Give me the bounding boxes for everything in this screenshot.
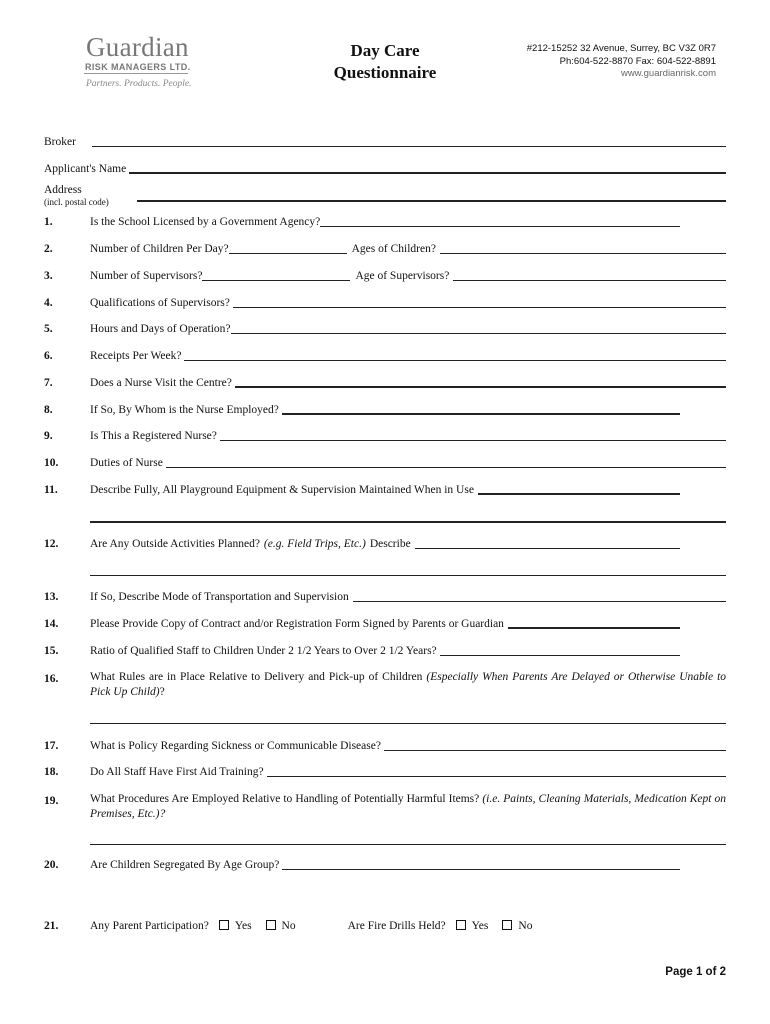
question-10: [44, 458, 726, 470]
answer-field-12[interactable]: [415, 548, 680, 549]
question-7: [44, 378, 726, 390]
page-number: Page 1 of 2: [665, 966, 726, 978]
question-14: [44, 619, 680, 631]
page-title-line1: Day Care: [350, 41, 420, 60]
question-5: [44, 324, 726, 336]
question-text: Describe Fully, All Playground Equipment & Supervision Maintained When in Use: [90, 484, 474, 496]
question-number: 8.: [44, 404, 53, 416]
checkbox-icon[interactable]: [219, 920, 229, 930]
fire-drills-no[interactable]: [502, 920, 532, 933]
question-text: Ratio of Qualified Staff to Children Under 2 1/2 Years to Over 2 1/2 Years?: [90, 645, 437, 657]
question-number: 15.: [44, 645, 59, 657]
question-21: [44, 920, 726, 933]
option-label: Yes: [471, 920, 489, 932]
question-13: [44, 592, 726, 604]
question-18: [44, 767, 726, 779]
answer-field-3a[interactable]: [202, 280, 350, 281]
question-16-number: 16.: [44, 673, 59, 685]
question-4: [44, 298, 726, 310]
answer-field-1[interactable]: [320, 226, 680, 227]
question-8: [44, 405, 680, 417]
question-text-b: Ages of Children?: [351, 243, 436, 255]
question-text: Receipts Per Week?: [90, 350, 182, 362]
question-number: 5.: [44, 323, 53, 335]
parent-participation-no[interactable]: [266, 920, 296, 933]
checkbox-icon[interactable]: [502, 920, 512, 930]
answer-field-8[interactable]: [282, 413, 680, 415]
question-number: 18.: [44, 766, 59, 778]
question-text-italic: (e.g. Field Trips, Etc.): [263, 538, 366, 550]
question-text: Do All Staff Have First Aid Training?: [90, 766, 264, 778]
question-text: Does a Nurse Visit the Centre?: [90, 377, 232, 389]
question-3: [44, 271, 726, 283]
question-16: [90, 670, 726, 700]
question-text: Duties of Nurse: [90, 457, 163, 469]
question-6: [44, 351, 726, 363]
answer-field-13[interactable]: [353, 601, 726, 602]
question-text: What Procedures Are Employed Relative to Handling of Potentially Harmful Items?: [90, 793, 480, 805]
answer-field-17[interactable]: [384, 750, 726, 751]
question-number: 7.: [44, 377, 53, 389]
question-number: 14.: [44, 618, 59, 630]
question-number: 4.: [44, 297, 53, 309]
checkbox-icon[interactable]: [456, 920, 466, 930]
question-text: Qualifications of Supervisors?: [90, 297, 230, 309]
answer-field-6[interactable]: [184, 360, 726, 361]
answer-field-11[interactable]: [478, 493, 680, 495]
option-label: Yes: [234, 920, 252, 932]
question-text: Hours and Days of Operation?: [90, 323, 231, 335]
answer-field-18[interactable]: [267, 776, 726, 777]
question-text-b: Age of Supervisors?: [355, 270, 450, 282]
question-number: 6.: [44, 350, 53, 362]
answer-field-12-extra[interactable]: [90, 575, 726, 576]
answer-field-16[interactable]: [90, 723, 726, 724]
logo-tagline: Partners. Products. People.: [86, 79, 192, 89]
question-text: What is Policy Regarding Sickness or Communicable Disease?: [90, 740, 381, 752]
parent-participation-yes[interactable]: [219, 920, 252, 933]
answer-field-7[interactable]: [235, 386, 726, 388]
applicant-field[interactable]: [129, 172, 726, 174]
question-text: Is the School Licensed by a Government Agency?: [90, 216, 321, 228]
logo-subtitle: RISK MANAGERS LTD.: [85, 62, 191, 72]
question-text: Are Children Segregated By Age Group?: [90, 859, 280, 871]
question-number: 11.: [44, 484, 58, 496]
question-text: Please Provide Copy of Contract and/or Registration Form Signed by Parents or Guardian: [90, 618, 504, 630]
address-label: Address: [44, 184, 82, 196]
question-text: Are Any Outside Activities Planned?: [90, 538, 260, 550]
question-number: 1.: [44, 216, 53, 228]
question-number: 12.: [44, 538, 59, 550]
answer-field-4[interactable]: [233, 307, 726, 308]
question-19-number: 19.: [44, 795, 59, 807]
company-address: #212-15252 32 Avenue, Surrey, BC V3Z 0R7: [526, 43, 716, 54]
question-text-b: Describe: [369, 538, 411, 550]
option-label: No: [518, 920, 533, 932]
question-text: Is This a Registered Nurse?: [90, 430, 217, 442]
applicant-row: [44, 164, 726, 176]
question-20: [44, 860, 680, 872]
answer-field-3b[interactable]: [453, 280, 726, 281]
question-2: [44, 244, 726, 256]
question-17: [44, 741, 726, 753]
company-phone: Ph:604-522-8870 Fax: 604-522-8891: [559, 56, 716, 67]
answer-field-15[interactable]: [440, 655, 680, 656]
question-text: If So, Describe Mode of Transportation and Supervision: [90, 591, 349, 603]
question-text: Any Parent Participation?: [90, 920, 209, 932]
question-11: [44, 485, 680, 497]
answer-field-14[interactable]: [508, 627, 680, 629]
question-number: 10.: [44, 457, 59, 469]
answer-field-20[interactable]: [282, 869, 680, 870]
option-label: No: [281, 920, 296, 932]
question-number: 3.: [44, 270, 53, 282]
answer-field-5[interactable]: [231, 333, 726, 334]
company-website[interactable]: www.guardianrisk.com: [620, 68, 716, 79]
page-title-line2: Questionnaire: [333, 63, 437, 82]
question-12: [44, 539, 680, 551]
address-note: (incl. postal code): [44, 197, 109, 207]
answer-field-10[interactable]: [166, 467, 726, 468]
question-number: 2.: [44, 243, 53, 255]
question-text-end: ?: [159, 686, 165, 698]
question-text: If So, By Whom is the Nurse Employed?: [90, 404, 279, 416]
logo-divider: [84, 73, 188, 74]
fire-drills-yes[interactable]: [456, 920, 489, 933]
question-text: What Rules are in Place Relative to Delivery and Pick-up of Children: [90, 671, 423, 683]
answer-field-11-extra[interactable]: [90, 521, 726, 523]
question-number: 21.: [44, 920, 59, 932]
broker-label: Broker: [44, 136, 76, 148]
question-number: 9.: [44, 430, 53, 442]
question-number: 17.: [44, 740, 59, 752]
broker-row: [44, 137, 726, 149]
question-19: [90, 792, 726, 822]
question-text: Number of Supervisors?: [90, 270, 203, 282]
question-text-b: Are Fire Drills Held?: [347, 920, 446, 932]
question-1: [44, 217, 680, 229]
logo-name: Guardian: [86, 32, 189, 62]
checkbox-icon[interactable]: [266, 920, 276, 930]
address-field[interactable]: [137, 200, 726, 202]
question-text: Number of Children Per Day?: [90, 243, 229, 255]
answer-field-2b[interactable]: [440, 253, 726, 254]
answer-field-9[interactable]: [220, 440, 726, 441]
question-number: 20.: [44, 859, 59, 871]
question-number: 13.: [44, 591, 59, 603]
applicant-label: Applicant's Name: [44, 163, 127, 175]
answer-field-19[interactable]: [90, 844, 726, 845]
question-text-italic: (Especially When Parents Are Delayed or Otherwise Unable to Pick Up Child): [90, 671, 727, 698]
question-text-italic: (i.e. Paints, Cleaning Materials, Medication Kept on Premises, Etc.)?: [90, 793, 726, 820]
broker-field[interactable]: [92, 146, 726, 147]
answer-field-2a[interactable]: [229, 253, 347, 254]
question-9: [44, 431, 726, 443]
question-15: [44, 646, 680, 658]
